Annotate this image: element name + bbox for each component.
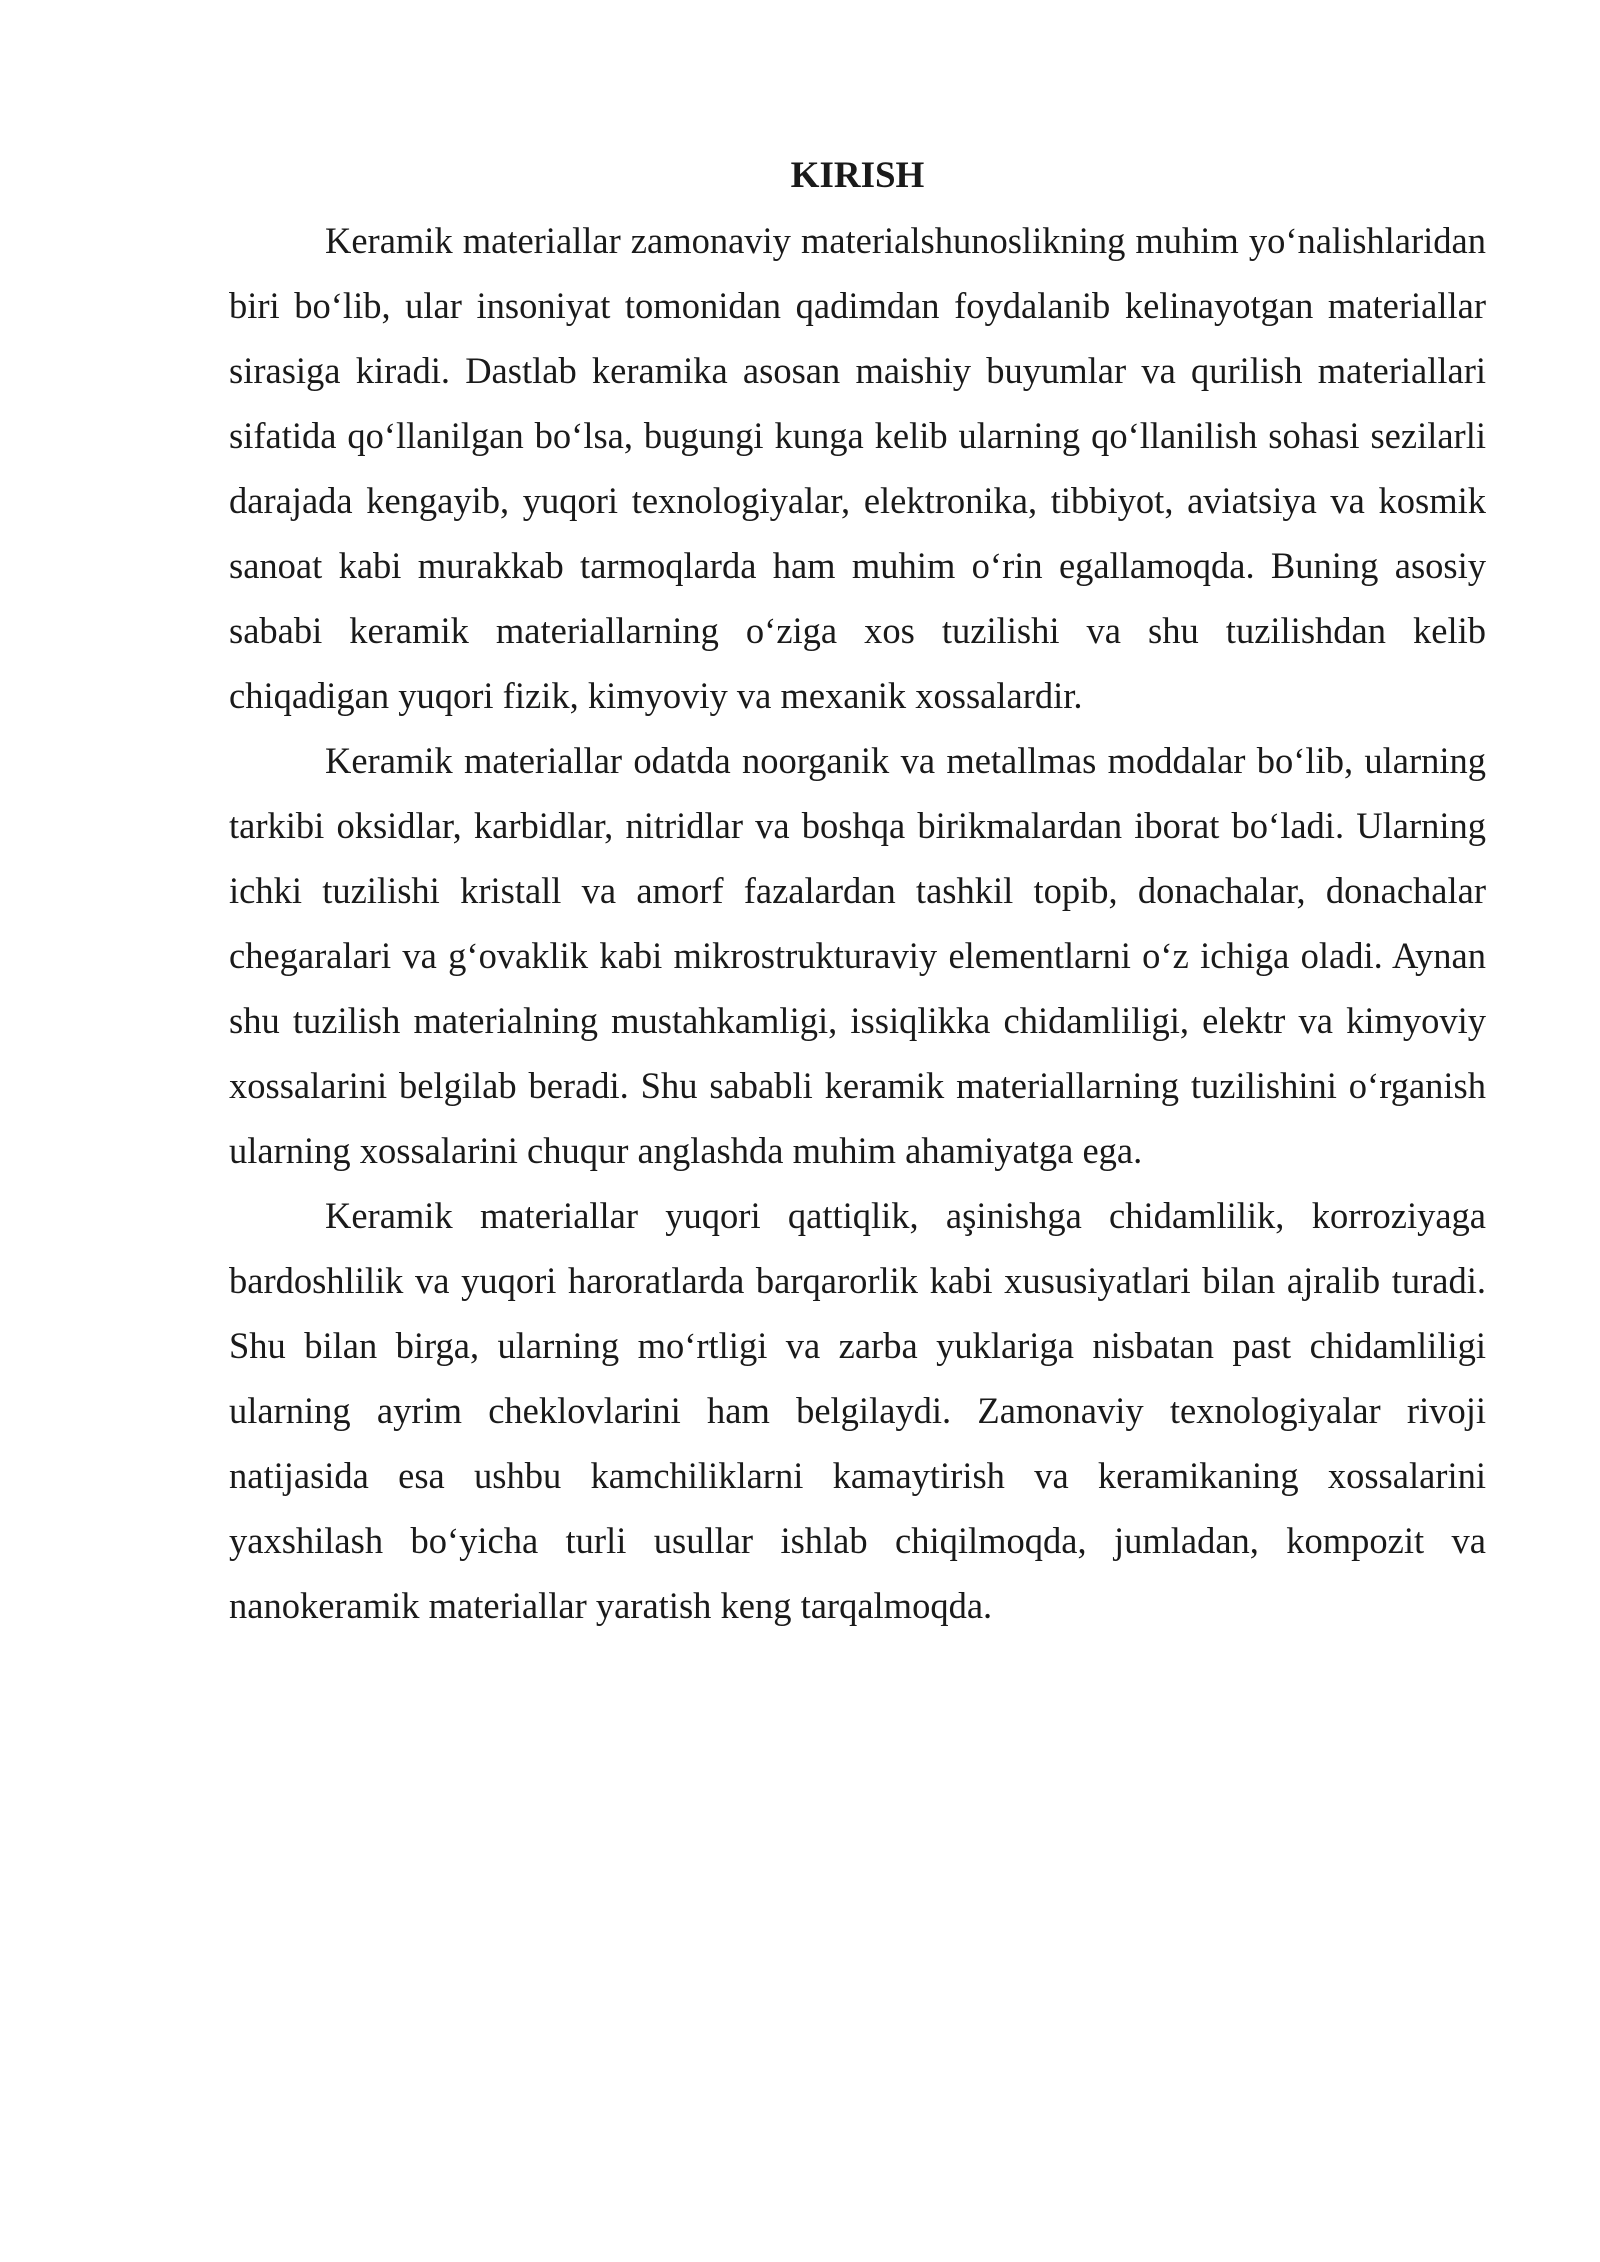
paragraph-3: Keramik materiallar yuqori qattiqlik, aşinishga chidamlilik, korroziyaga bardoshlilik va yuqori haroratlarda barqarorlik kabi xususiyatlari bilan ajralib turadi. Shu bilan birga, ularning mo‘rtligi va zarba yuklariga nisbatan past chidamliligi ularning ayrim cheklovlarini ham belgilaydi. Zamonaviy texnologiyalar rivoji natijasida esa ushbu kamchiliklarni kamaytirish va keramikaning xossalarini yaxshilash bo‘yicha turli usullar ishlab chiqilmoqda, jumladan, kompozit va nanokeramik materiallar yaratish keng tarqalmoqda.	[229, 1195, 1486, 1626]
section-heading: KIRISH	[790, 155, 925, 196]
paragraph-2: Keramik materiallar odatda noorganik va metallmas moddalar bo‘lib, ularning tarkibi oksidlar, karbidlar, nitridlar va boshqa birikmalardan iborat bo‘ladi. Ularning ichki tuzilishi kristall va amorf fazalardan tashkil topib, donachalar, donachalar chegaralari va g‘ovaklik kabi mikrostrukturaviy elementlarni o‘z ichiga oladi. Aynan shu tuzilish materialning mustahkamligi, issiqlikka chidamliligi, elektr va kimyoviy xossalarini belgilab beradi. Shu sababli keramik materiallarning tuzilishini o‘rganish ularning xossalarini chuqur anglashda muhim ahamiyatga ega.	[229, 740, 1486, 1171]
page-content	[229, 148, 1486, 1638]
paragraph-1: Keramik materiallar zamonaviy materialshunoslikning muhim yo‘nalishlaridan biri bo‘lib, ular insoniyat tomonidan qadimdan foydalanib kelinayotgan materiallar sirasiga kiradi. Dastlab keramika asosan maishiy buyumlar va qurilish materiallari sifatida qo‘llanilgan bo‘lsa, bugungi kunga kelib ularning qo‘llanilish sohasi sezilarli darajada kengayib, yuqori texnologiyalar, elektronika, tibbiyot, aviatsiya va kosmik sanoat kabi murakkab tarmoqlarda ham muhim o‘rin egallamoqda. Buning asosiy sababi keramik materiallarning o‘ziga xos tuzilishi va shu tuzilishdan kelib chiqadigan yuqori fizik, kimyoviy va mexanik xossalardir.	[229, 220, 1486, 716]
